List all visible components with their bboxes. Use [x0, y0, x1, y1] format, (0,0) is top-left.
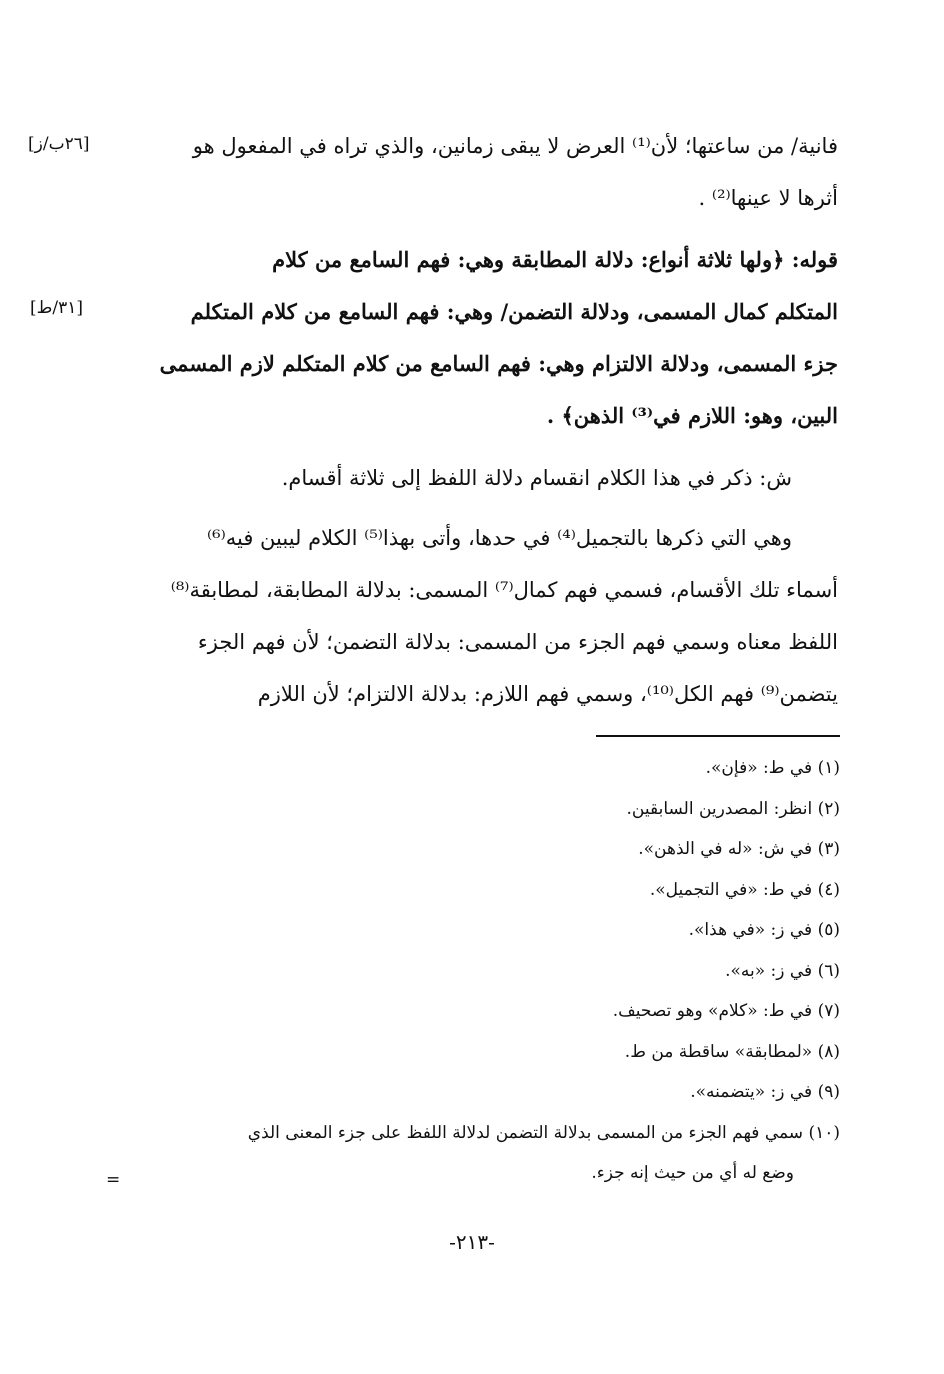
text-line: اللفظ معناه وسمي فهم الجزء من المسمى: بدلالة التضمن؛ لأن فهم الجزء	[197, 630, 838, 654]
text-line: وهي التي ذكرها بالتجميل⁽⁴⁾ في حدها، وأتى بهذا⁽⁵⁾ الكلام ليبين فيه⁽⁶⁾	[206, 526, 792, 550]
footnote: (١٠) سمي فهم الجزء من المسمى بدلالة التضمن لدلالة اللفظ على جزء المعنى الذي	[247, 1122, 840, 1143]
footnotes	[120, 748, 840, 1194]
paragraph-4	[130, 512, 838, 720]
text-line: أثرها لا عينها⁽²⁾ .	[698, 186, 838, 210]
footnote-continuation: وضع له أي من حيث إنه جزء.	[591, 1163, 794, 1183]
footnote: (٣) في ش: «له في الذهن».	[638, 839, 840, 859]
text-line: قوله: ﴿ولها ثلاثة أنواع: دلالة المطابقة وهي: فهم السامع من كلام	[272, 247, 838, 272]
page-number: -٢١٣-	[449, 1230, 495, 1254]
paragraph-2-quote	[130, 234, 838, 442]
footnote-separator	[596, 735, 840, 737]
text-line: جزء المسمى، ودلالة الالتزام وهي: فهم السامع من كلام المتكلم لازم المسمى	[159, 351, 838, 376]
footnote: (٩) في ز: «يتضمنه».	[690, 1082, 840, 1102]
footnote: (٢) انظر: المصدرين السابقين.	[626, 798, 840, 819]
footnote: (٧) في ط: «كلام» وهو تصحيف.	[612, 1001, 840, 1021]
footnote: (٤) في ط: «في التجميل».	[649, 879, 840, 900]
footnote: (٦) في ز: «به».	[725, 960, 840, 981]
text-line: أسماء تلك الأقسام، فسمي فهم كمال⁽⁷⁾ المسمى: بدلالة المطابقة، لمطابقة⁽⁸⁾	[170, 578, 838, 602]
continuation-mark: =	[106, 1170, 121, 1190]
text-line: فانية/ من ساعتها؛ لأن⁽¹⁾ العرض لا يبقى زمانين، والذي تراه في المفعول هو	[192, 134, 838, 158]
paragraph-1	[130, 120, 838, 224]
text-line: ش: ذكر في هذا الكلام انقسام دلالة اللفظ إلى ثلاثة أقسام.	[281, 466, 792, 490]
margin-note-manuscript-z: [٢٦ب/ز]	[28, 134, 90, 154]
text-line: يتضمن⁽⁹⁾ فهم الكل⁽¹⁰⁾، وسمي فهم اللازم: بدلالة الالتزام؛ لأن اللازم	[257, 682, 838, 706]
text-line: البين، وهو: اللازم في⁽³⁾ الذهن﴾ .	[546, 403, 838, 428]
text-line: المتكلم كمال المسمى، ودلالة التضمن/ وهي: فهم السامع من كلام المتكلم	[190, 299, 838, 324]
paragraph-3	[130, 452, 838, 504]
footnote: (٨) «لمطابقة» ساقطة من ط.	[624, 1041, 840, 1062]
margin-note-manuscript-t: [٣١/ط]	[30, 298, 83, 318]
footnote: (٥) في ز: «في هذا».	[688, 920, 840, 940]
footnote: (١) في ط: «فإن».	[705, 758, 840, 778]
